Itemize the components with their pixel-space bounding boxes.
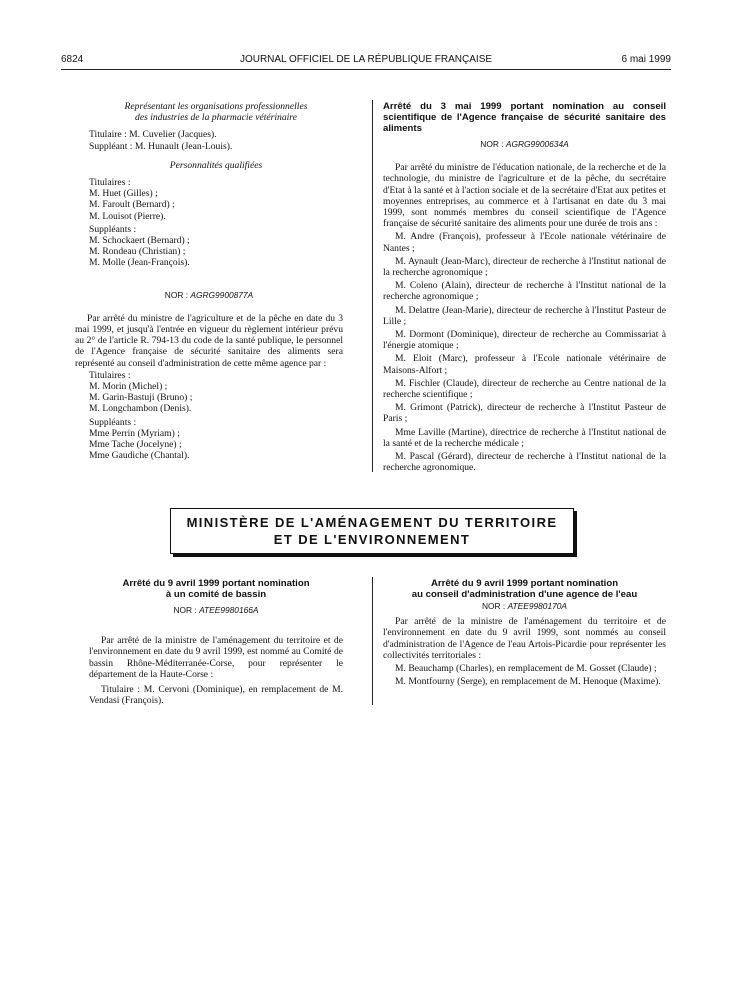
member-item: M. Montfourny (Serge), en remplacement de M. Henoque (Maxime). (395, 676, 661, 688)
member-item: M. Andre (François), professeur à l'Ecole nationale vétérinaire de Nantes ; (383, 231, 666, 254)
nor-reference (383, 601, 666, 612)
nor-reference (383, 139, 666, 150)
column-divider (372, 100, 373, 472)
column-divider (372, 577, 373, 705)
left-top-column (75, 101, 343, 462)
nor-label: NOR : (164, 289, 189, 300)
member-item: M. Coleno (Alain), directeur de recherche à l'Institut national de la recherche agronomique ; (383, 280, 666, 303)
suppleant-line: Suppléant : M. Hunault (Jean-Louis). (89, 140, 233, 152)
list-item: M. Garin-Bastuji (Bruno) ; (89, 392, 193, 404)
suppleants-label: Suppléants : (89, 416, 137, 428)
right-top-column (383, 101, 666, 473)
list-item: M. Rondeau (Christian) ; (89, 246, 186, 258)
rep-heading-line2: des industries de la pharmacie vétérinaire (135, 112, 297, 124)
member-item: M. Grimont (Patrick), directeur de recherche à l'Institut Pasteur de Paris ; (383, 402, 666, 425)
ministry-line2: ET DE L'ENVIRONNEMENT (273, 532, 471, 547)
member-item: M. Fischler (Claude), directeur de recherche au Centre national de la recherche scientifique ; (383, 377, 666, 401)
header-rule (61, 69, 671, 70)
journal-title: JOURNAL OFFICIEL DE LA RÉPUBLIQUE FRANÇAISE (239, 54, 493, 65)
suppleants-label: Suppléants : (89, 223, 137, 235)
nor-label: NOR : (481, 601, 506, 611)
titulaire-line: Titulaire : M. Cuvelier (Jacques). (89, 129, 217, 141)
list-item: M. Faroult (Bernard) ; (89, 199, 175, 211)
member-item: Mme Laville (Martine), directrice de recherche à l'Institut national de la santé et de la recherche médicale ; (383, 426, 666, 449)
right-bottom-column (383, 578, 666, 687)
decree-title-line1: Arrêté du 9 avril 1999 portant nomination (430, 578, 619, 589)
decree-body: Par arrêté de la ministre de l'aménagement du territoire et de l'environnement en date du 9 avril 1999, est nommé au Comité de bassin Rhône-Méditerranée-Corse, pour représenter le département de la Haute-Corse : (89, 635, 343, 680)
member-item: M. Beauchamp (Charles), en remplacement de M. Gosset (Claude) ; (395, 663, 657, 675)
nor-reference (75, 290, 343, 301)
titulaires-label: Titulaires : (89, 369, 131, 381)
titulaire-line: Titulaire : M. Cervoni (Dominique), en remplacement de M. Vendasi (François). (89, 684, 343, 707)
page-number: 6824 (61, 54, 84, 65)
list-item: M. Huet (Gilles) ; (89, 188, 158, 200)
titulaires-label: Titulaires : (89, 177, 131, 189)
list-item: Mme Tache (Jocelyne) ; (89, 439, 182, 451)
rep-heading-line1: Représentant les organisations professionnelles (124, 101, 308, 112)
decree-title-line2: au conseil d'administration d'une agence de l'eau (411, 589, 638, 600)
perso-heading: Personnalités qualifiées (169, 159, 263, 171)
ministry-heading-box (170, 508, 574, 554)
nor-code: ATEE9980166A (199, 605, 259, 615)
left-bottom-column (89, 578, 343, 706)
nor-code: AGRG9900634A (505, 139, 569, 149)
decree-title-line2: à un comité de bassin (165, 589, 267, 600)
nor-reference (89, 605, 343, 616)
list-item: M. Molle (Jean-François). (89, 257, 190, 269)
member-item: M. Delattre (Jean-Marie), directeur de recherche à l'Institut Pasteur de Lille ; (383, 304, 666, 327)
nor-code: ATEE9980170A (507, 601, 568, 611)
nor-code: AGRG9900877A (190, 289, 254, 300)
issue-date: 6 mai 1999 (621, 54, 671, 65)
nor-label: NOR : (480, 139, 504, 149)
list-item: M. Schockaert (Bernard) ; (89, 235, 190, 247)
list-item: M. Louisot (Pierre). (89, 210, 166, 222)
nor-label: NOR : (173, 605, 197, 615)
ministry-line1: MINISTÈRE DE L'AMÉNAGEMENT DU TERRITOIRE (186, 515, 558, 530)
list-item: Mme Perrin (Myriam) ; (89, 427, 180, 439)
member-item: M. Pascal (Gérard), directeur de recherche à l'Institut national de la recherche agronomique. (383, 451, 666, 474)
member-item: M. Eloit (Marc), professeur à l'Ecole nationale vétérinaire de Maisons-Alfort ; (383, 353, 666, 376)
decree-title-line1: Arrêté du 9 avril 1999 portant nomination (122, 578, 310, 589)
member-item: M. Dormont (Dominique), directeur de recherche au Commissariat à l'énergie atomique ; (383, 329, 666, 352)
list-item: Mme Gaudiche (Chantal). (89, 450, 190, 462)
decree-body: Par arrêté du ministre de l'agriculture et de la pêche en date du 3 mai 1999, et jusqu'à l'entrée en vigueur du règlement intérieur prévu au 2° de l'article R. 794-13 du code de la santé publique, le personnel de l'Agence française de sécurité sanitaire des aliments sera représenté au conseil d'administration de cette même agence par : (75, 312, 343, 369)
decree-body: Par arrêté du ministre de l'éducation nationale, de la recherche et de la technologie, du ministre de l'agriculture et de la pêche, du secrétaire d'Etat à la santé et à l'action sociale et de la secrétaire d'Etat aux petites et moyennes entreprises, au commerce et à l'artisanat en date du 3 mai 1999, sont nommés membres du conseil scientifique de l'Agence française de sécurité sanitaire des aliments pour une durée de trois ans : (383, 162, 666, 230)
decree-title: Arrêté du 3 mai 1999 portant nomination au conseil scientifique de l'Agence française de sécurité sanitaire des aliments (383, 101, 666, 134)
list-item: M. Longchambon (Denis). (89, 403, 192, 415)
page-header (61, 54, 671, 68)
decree-body: Par arrêté de la ministre de l'aménagement du territoire et de l'environnement en date du 9 avril 1999, sont nommés au conseil d'administration de l'Agence de l'eau Artois-Picardie pour représenter les collectivités territoriales : (383, 616, 666, 661)
member-item: M. Aynault (Jean-Marc), directeur de recherche à l'Institut national de la recherche agronomique ; (383, 255, 666, 279)
list-item: M. Morin (Michel) ; (89, 381, 168, 393)
